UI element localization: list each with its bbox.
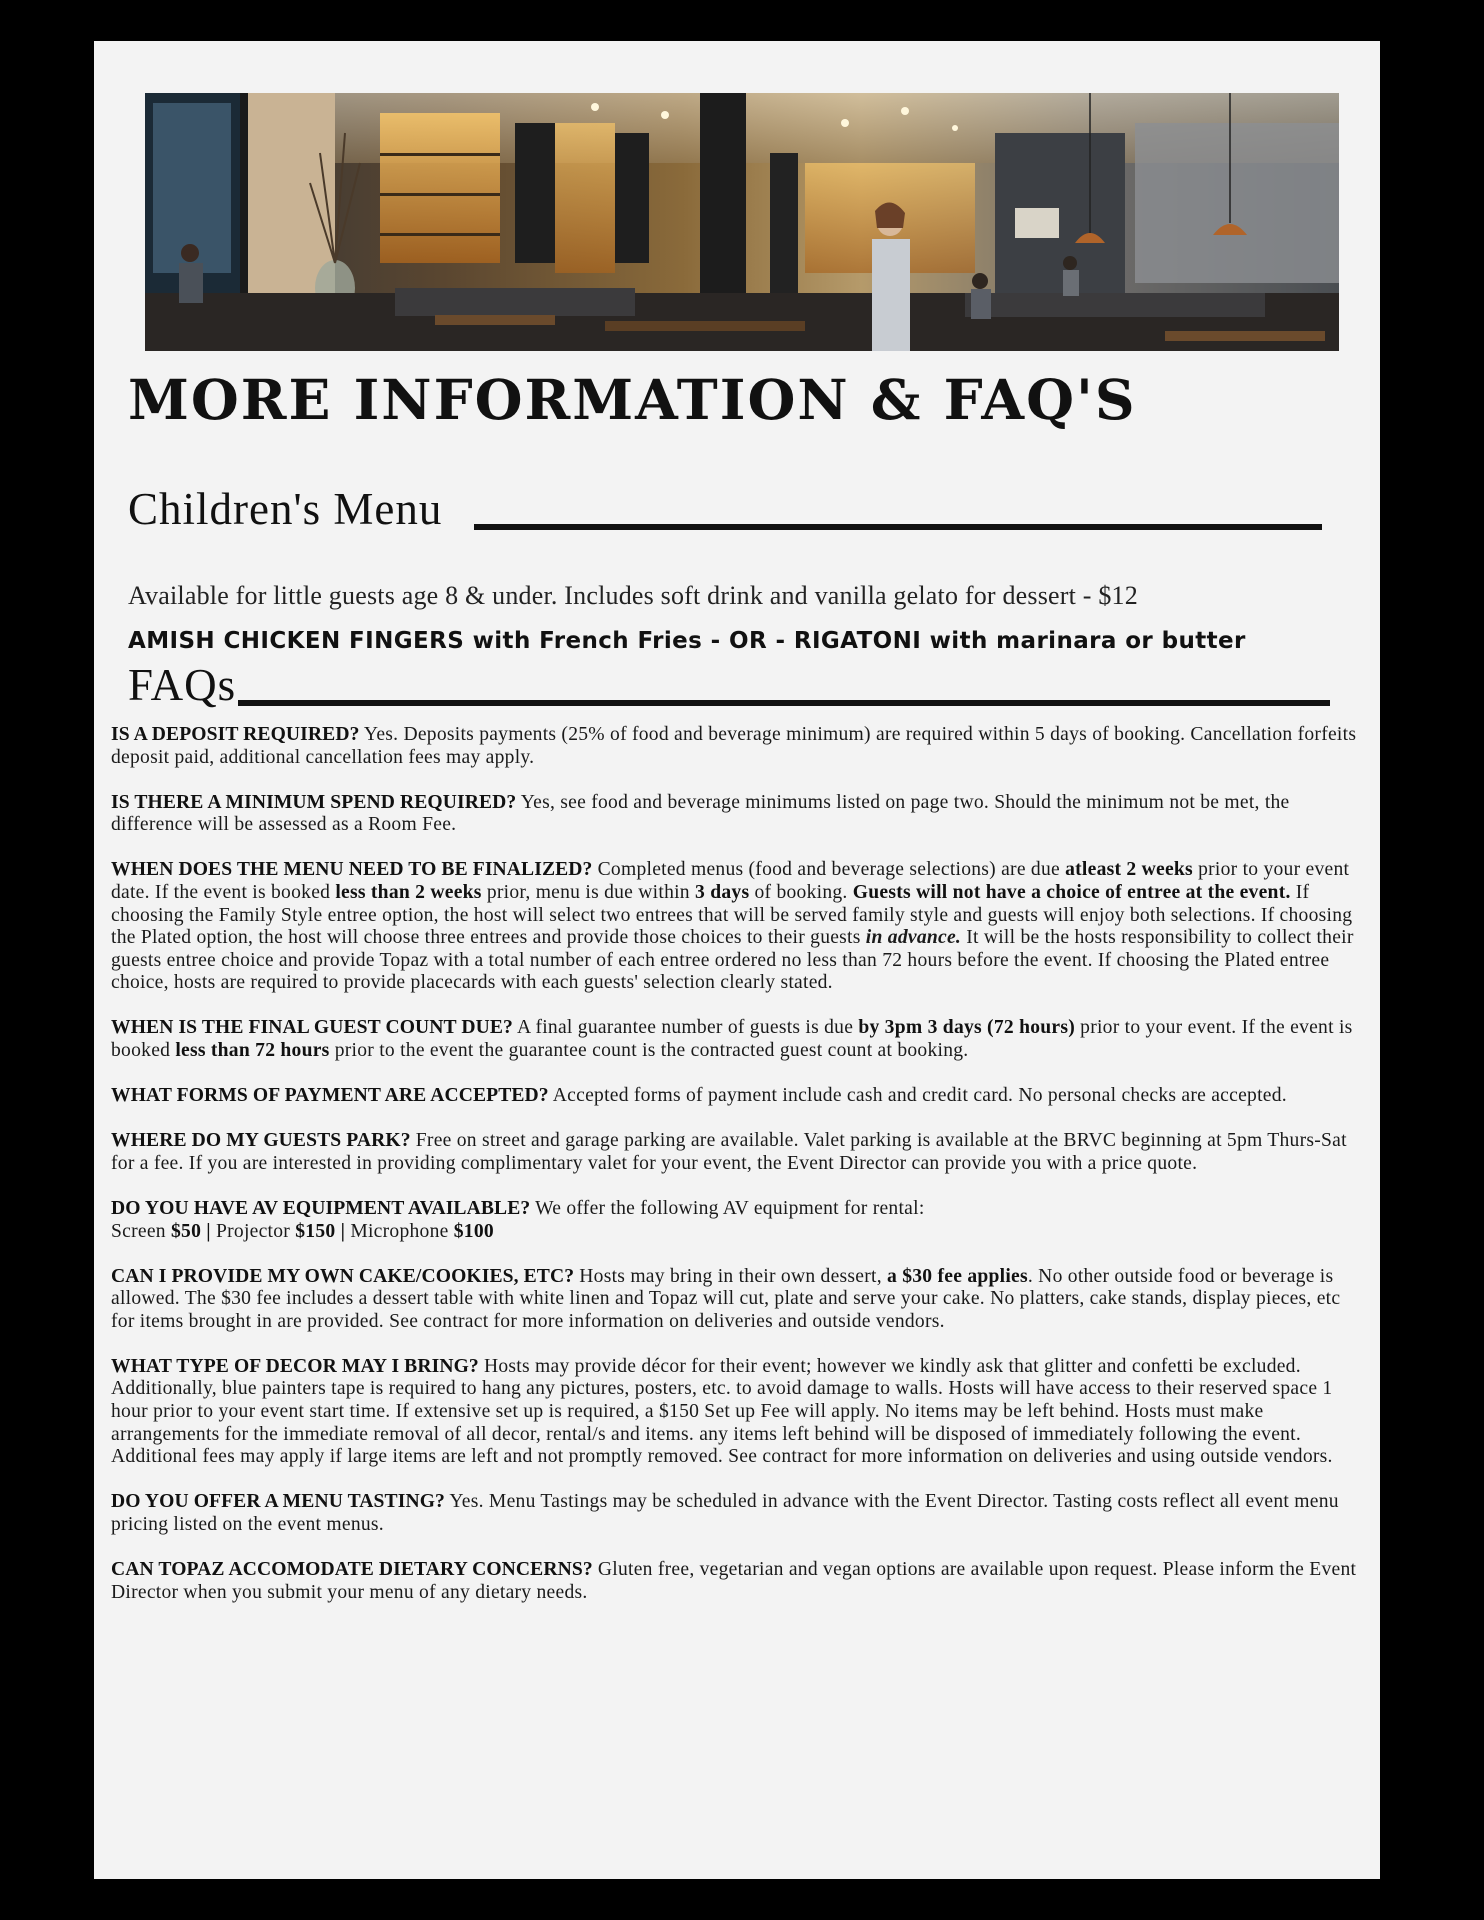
faq-answer: Free on street and garage parking are available. Valet parking is available at the BRVC beginning at 5pm Thurs-Sat for a fee. If you are interested in providing complimentary valet for your event, the Event Director can provide you with a price quote. xyxy=(111,1130,1347,1174)
av-separator: | xyxy=(340,1220,346,1242)
faq-list xyxy=(111,724,1363,1627)
av-projector-price: $150 xyxy=(295,1220,336,1242)
faq-answer-text: prior, menu is due within xyxy=(486,881,690,903)
faqs-rule xyxy=(238,700,1330,706)
faq-answer: Gluten free, vegetarian and vegan options are available upon request. Please inform the Event Director when you submit your menu of any dietary needs. xyxy=(111,1559,1357,1603)
faq-answer-text: of booking. xyxy=(754,881,848,903)
faq-question: DO YOU OFFER A MENU TASTING? xyxy=(111,1491,445,1513)
faq-item xyxy=(111,1017,1363,1062)
faq-item xyxy=(111,1491,1363,1536)
faq-answer: Yes. Menu Tastings may be scheduled in advance with the Event Director. Tasting costs reflect all event menu pricing listed on the event menus. xyxy=(111,1491,1339,1535)
faq-answer-emphasis: atleast 2 weeks xyxy=(1065,859,1193,881)
av-screen-label: Screen xyxy=(111,1220,166,1242)
faq-question: IS THERE A MINIMUM SPEND REQUIRED? xyxy=(111,791,517,813)
av-microphone-label: Microphone xyxy=(350,1220,449,1242)
faq-question: WHEN DOES THE MENU NEED TO BE FINALIZED? xyxy=(111,859,593,881)
page-title: MORE INFORMATION & FAQ'S xyxy=(128,367,1137,432)
faq-item xyxy=(111,1130,1363,1175)
faq-answer-emphasis: by 3pm 3 days (72 hours) xyxy=(858,1017,1076,1039)
faq-answer-emphasis: a $30 fee applies xyxy=(887,1265,1028,1287)
faq-answer-emphasis: in advance. xyxy=(865,927,962,949)
faq-answer-text: A final guarantee number of guests is due xyxy=(517,1017,854,1039)
page xyxy=(94,41,1380,1879)
faq-answer-emphasis: 3 days xyxy=(695,881,750,903)
faq-item xyxy=(111,1266,1363,1334)
av-projector-label: Projector xyxy=(216,1220,291,1242)
faq-item xyxy=(111,1198,1363,1243)
faq-question: WHERE DO MY GUESTS PARK? xyxy=(111,1130,411,1152)
faq-question: WHAT TYPE OF DECOR MAY I BRING? xyxy=(111,1355,479,1377)
faq-answer-text: prior to your event. If the event is booked xyxy=(111,1017,1353,1062)
faq-answer: Yes. Deposits payments (25% of food and beverage minimum) are required within 5 days of booking. Cancellation forfeits deposit paid, additional cancellation fees may apply. xyxy=(111,724,1357,768)
faq-answer-text: It will be the hosts responsibility to collect their guests entree choice and provide Topaz with a total number of each entree ordered no less than 72 hours before the event. If choosing the Plated entree choice, hosts are required to provide placecards with each guests' selection clearly stated. xyxy=(111,927,1354,994)
faq-question: CAN I PROVIDE MY OWN CAKE/COOKIES, ETC? xyxy=(111,1265,575,1287)
faq-answer-text: Hosts may bring in their own dessert, xyxy=(579,1265,882,1287)
childrens-menu-rule xyxy=(474,524,1322,530)
faq-item xyxy=(111,1559,1363,1604)
faq-answer-text: Completed menus (food and beverage selections) are due xyxy=(597,859,1060,881)
faq-answer: Hosts may provide décor for their event; however we kindly ask that glitter and confetti be excluded. Additionally, blue painters tape is required to hang any pictures, posters, etc. to avoid damage to walls. Hosts will have access to their reserved space 1 hour prior to your event start time. If extensive set up is required, a $150 Set up Fee will apply. No items may be left behind. Hosts must make arrangements for the immediate removal of all decor, rental/s and items. any items left behind will be disposed of immediately following the event. Additional fees may apply if large items are left and not promptly removed. See contract for more information on deliveries and using outside vendors. xyxy=(111,1355,1333,1468)
childrens-menu-items: AMISH CHICKEN FINGERS with French Fries - OR - RIGATONI with marinara or butter xyxy=(128,628,1246,654)
faq-answer-text: . No other outside food or beverage is allowed. The $30 fee includes a dessert table with white linen and Topaz will cut, plate and serve your cake. No platters, cake stands, display pieces, etc for items brought in are provided. See contract for more information on deliveries and outside vendors. xyxy=(111,1265,1341,1332)
faq-answer-emphasis: less than 72 hours xyxy=(175,1040,330,1062)
childrens-menu-heading: Children's Menu xyxy=(128,484,443,534)
restaurant-interior-photo xyxy=(145,93,1339,351)
faq-item xyxy=(111,1085,1363,1108)
faq-answer-emphasis: Guests will not have a choice of entree at the event. xyxy=(852,881,1291,903)
av-screen-price: $50 xyxy=(170,1220,202,1242)
faq-item xyxy=(111,859,1363,995)
faq-item xyxy=(111,724,1363,769)
faqs-heading: FAQs xyxy=(128,660,237,710)
faq-answer-text: prior to the event the guarantee count is the contracted guest count at booking. xyxy=(334,1040,969,1062)
faq-question: CAN TOPAZ ACCOMODATE DIETARY CONCERNS? xyxy=(111,1559,593,1581)
av-microphone-price: $100 xyxy=(453,1220,494,1242)
faq-question: WHEN IS THE FINAL GUEST COUNT DUE? xyxy=(111,1017,513,1039)
faq-question: DO YOU HAVE AV EQUIPMENT AVAILABLE? xyxy=(111,1197,531,1219)
childrens-menu-description: Available for little guests age 8 & under. Includes soft drink and vanilla gelato for dessert - $12 xyxy=(128,581,1138,610)
faq-answer: We offer the following AV equipment for rental: xyxy=(535,1197,925,1219)
faq-item xyxy=(111,1356,1363,1469)
faq-answer: Yes, see food and beverage minimums listed on page two. Should the minimum not be met, the difference will be assessed as a Room Fee. xyxy=(111,791,1290,836)
faq-item xyxy=(111,792,1363,837)
faq-answer-emphasis: less than 2 weeks xyxy=(335,881,482,903)
av-separator: | xyxy=(206,1220,211,1242)
faq-question: WHAT FORMS OF PAYMENT ARE ACCEPTED? xyxy=(111,1085,549,1107)
faq-answer: Accepted forms of payment include cash and credit card. No personal checks are accepted. xyxy=(552,1085,1287,1107)
faq-answer-text: If choosing the Family Style entree option, the host will select two entrees that will be served family style and guests will enjoy both selections. If choosing the Plated option, the host will choose three entrees and provide those choices to their guests xyxy=(111,881,1353,949)
faq-question: IS A DEPOSIT REQUIRED? xyxy=(111,724,360,745)
faq-answer-text: prior to your event date. If the event is booked xyxy=(111,859,1350,903)
